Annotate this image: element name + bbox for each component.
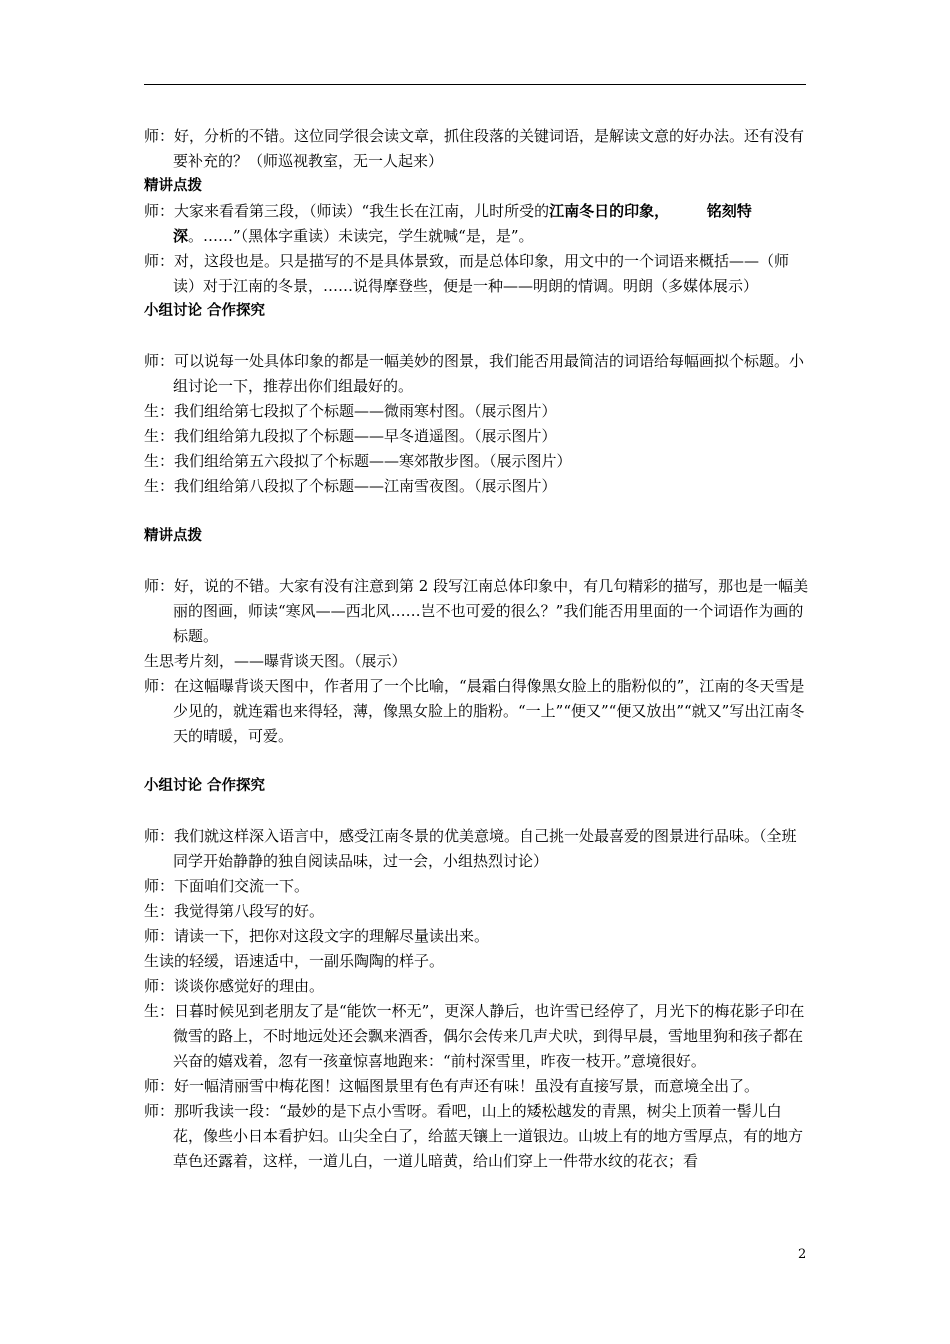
dialogue-paragraph: 师：对，这段也是。只是描写的不是具体景致，而是总体印象，用文中的一个词语来概括——（师读）对于江南的冬景，……说得摩登些，便是一种——明朗的情调。明朗（多媒体展示） bbox=[144, 252, 790, 295]
dialogue-paragraph: 师：可以说每一处具体印象的都是一幅美妙的图景，我们能否用最简洁的词语给每幅画拟个标题。小组讨论一下，推荐出你们组最好的。 bbox=[144, 352, 805, 395]
dialogue-paragraph: 生：日暮时候见到老朋友了是“能饮一杯无”，更深人静后，也许雪已经停了，月光下的梅花影子印在微雪的路上，不时地远处还会飘来酒香，偶尔会传来几声犬吠，到得早晨，雪地里狗和孩子都在兴奋的嬉戏着，忽有一孩童惊喜地跑来：“前村深雪里，昨夜一枝开。”意境很好。 bbox=[144, 1002, 805, 1070]
dialogue-paragraph: 生思考片刻，——曝背谈天图。（展示） bbox=[144, 652, 407, 670]
dialogue-paragraph: 师：好一幅清丽雪中梅花图！这幅图景里有色有声还有味！虽没有直接写景，而意境全出了。 bbox=[144, 1077, 760, 1095]
dialogue-paragraph: 师：在这幅曝背谈天图中，作者用了一个比喻，“晨霜白得像黑女脸上的脂粉似的”，江南的冬天雪是少见的，就连霜也来得轻，薄，像黑女脸上的脂粉。“一上”“便又”“便又放出”“就又”写出江南冬天的晴暖，可爱。 bbox=[144, 677, 805, 745]
dialogue-paragraph: 师：好，分析的不错。这位同学很会读文章，抓住段落的关键词语，是解读文意的好办法。还有没有要补充的？（师巡视教室，无一人起来） bbox=[144, 127, 805, 170]
dialogue-paragraph: 生：我们组给第七段拟了个标题——微雨寒村图。（展示图片） bbox=[144, 402, 557, 420]
section-heading: 小组讨论 合作探究 bbox=[144, 778, 266, 794]
paragraph-spacer bbox=[144, 499, 810, 524]
dialogue-paragraph bbox=[144, 199, 810, 249]
dialogue-paragraph: 生：我觉得第八段写的好。 bbox=[144, 902, 325, 920]
paragraph-spacer bbox=[144, 799, 810, 824]
dialogue-paragraph: 师：那听我读一段：“最妙的是下点小雪呀。看吧，山上的矮松越发的青黑，树尖上顶着一髻儿白花，像些小日本看护妇。山尖全白了，给蓝天镶上一道银边。山坡上有的地方雪厚点，有的地方草色还露着，这样，一道儿白，一道儿暗黄，给山们穿上一件带水纹的花衣；看 bbox=[144, 1102, 804, 1170]
paragraph-spacer bbox=[144, 549, 810, 574]
text-run: 师：大家来看看第三段，（师读）“我生长在江南，儿时所受的 bbox=[144, 202, 550, 220]
section-heading: 精讲点拨 bbox=[144, 528, 202, 544]
header-rule bbox=[144, 84, 806, 85]
paragraph-spacer bbox=[144, 324, 810, 349]
bold-emphasis: 铭刻特深 bbox=[173, 202, 752, 245]
text-run: 。……”（黑体字重读）未读完，学生就喊“是，是”。 bbox=[188, 227, 534, 245]
dialogue-paragraph: 师：谈谈你感觉好的理由。 bbox=[144, 977, 325, 995]
dialogue-paragraph: 生读的轻缓，语速适中，一副乐陶陶的样子。 bbox=[144, 952, 445, 970]
dialogue-paragraph: 生：我们组给第八段拟了个标题——江南雪夜图。（展示图片） bbox=[144, 477, 557, 495]
dialogue-paragraph: 师：好，说的不错。大家有没有注意到第 2 段写江南总体印象中，有几句精彩的描写，那也是一幅美丽的图画，师读“寒风——西北风……岂不也可爱的很么？”我们能否用里面的一个词语作为画的标题。 bbox=[144, 577, 809, 645]
dialogue-paragraph: 师：下面咱们交流一下。 bbox=[144, 877, 310, 895]
text-run bbox=[662, 202, 707, 220]
section-heading: 小组讨论 合作探究 bbox=[144, 303, 266, 319]
document-body bbox=[144, 124, 810, 1174]
paragraph-spacer bbox=[144, 749, 810, 774]
dialogue-paragraph: 师：请读一下，把你对这段文字的理解尽量读出来。 bbox=[144, 927, 490, 945]
dialogue-paragraph: 生：我们组给第九段拟了个标题——早冬逍遥图。（展示图片） bbox=[144, 427, 557, 445]
dialogue-paragraph: 生：我们组给第五六段拟了个标题——寒郊散步图。（展示图片） bbox=[144, 452, 572, 470]
dialogue-paragraph: 师：我们就这样深入语言中，感受江南冬景的优美意境。自己挑一处最喜爱的图景进行品味。（全班同学开始静静的独自阅读品味，过一会，小组热烈讨论） bbox=[144, 827, 797, 870]
page-number: 2 bbox=[798, 1247, 807, 1262]
bold-emphasis: 江南冬日的印象， bbox=[549, 202, 662, 220]
section-heading: 精讲点拨 bbox=[144, 178, 202, 194]
